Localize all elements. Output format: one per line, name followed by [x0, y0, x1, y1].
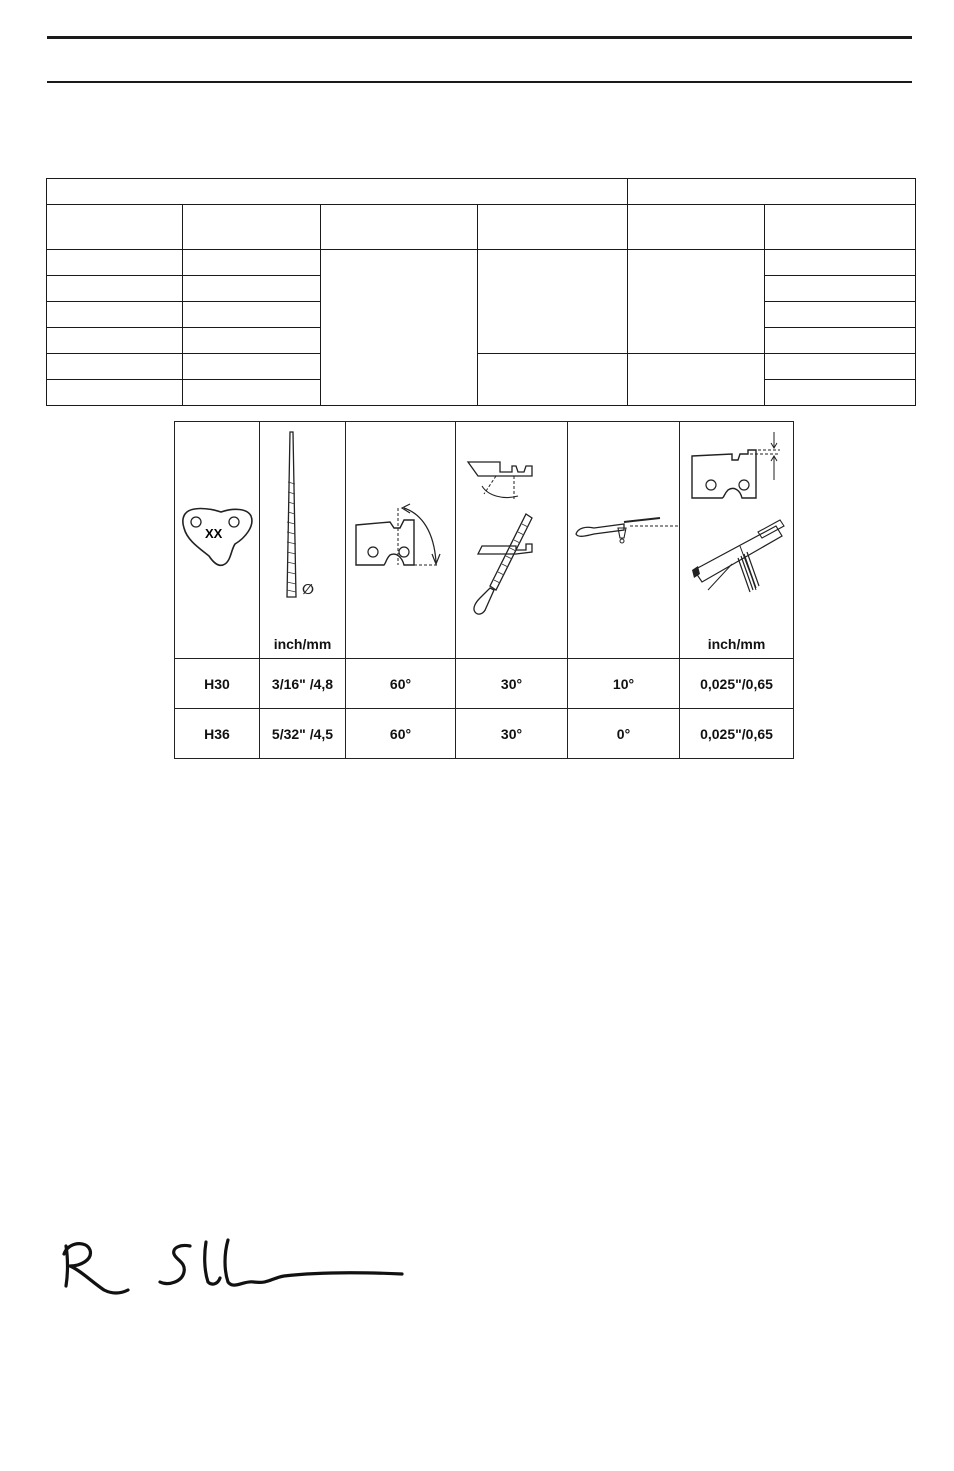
grid-column-header — [321, 205, 478, 250]
chain-sharpening-table — [174, 421, 794, 759]
grid-cell — [47, 276, 183, 302]
grid-cell — [765, 380, 916, 406]
grid-group-header-left — [47, 179, 628, 205]
depth-gauge-cell: 0,025"/0,65 — [680, 709, 794, 759]
handwritten-signature — [58, 1236, 408, 1296]
grid-cell — [183, 328, 321, 354]
table-row — [175, 709, 794, 759]
grid-cell — [765, 276, 916, 302]
depth-gauge-cell: 0,025"/0,65 — [680, 659, 794, 709]
depth-gauge-figure-cell — [680, 422, 794, 659]
grid-merged-cell — [321, 250, 478, 406]
top-plate-angle-icon — [346, 422, 456, 658]
file-diameter-cell: 3/16" /4,8 — [260, 659, 346, 709]
top-plate-angle-cell: 60° — [346, 659, 456, 709]
chain-marking-label: XX — [205, 526, 223, 541]
cutting-angle-icon — [568, 422, 680, 658]
grid-merged-cell — [478, 250, 628, 354]
cutting-angle-cell: 0° — [568, 709, 680, 759]
filing-angle-cell: 30° — [456, 659, 568, 709]
depth-gauge-icon — [680, 422, 794, 658]
round-file-icon — [260, 422, 346, 658]
grid-column-header — [765, 205, 916, 250]
top-plate-angle-cell: 60° — [346, 709, 456, 759]
header-rule-top — [47, 36, 912, 39]
grid-cell — [183, 354, 321, 380]
cutting-angle-figure-cell — [568, 422, 680, 659]
grid-column-header — [628, 205, 765, 250]
grid-merged-cell — [628, 354, 765, 406]
depth-gauge-unit: inch/mm — [707, 636, 766, 652]
grid-merged-cell — [478, 354, 628, 406]
filing-angle-icon — [456, 422, 568, 658]
grid-column-header — [47, 205, 183, 250]
top-plate-angle-figure-cell — [346, 422, 456, 659]
filing-angle-cell: 30° — [456, 709, 568, 759]
header-rule-bottom — [47, 81, 912, 83]
file-diameter-cell: 5/32" /4,5 — [260, 709, 346, 759]
drive-link-marking-icon — [175, 422, 260, 658]
grid-cell — [47, 380, 183, 406]
table-row — [175, 659, 794, 709]
filing-angle-figure-cell — [456, 422, 568, 659]
grid-cell — [183, 302, 321, 328]
grid-cell — [183, 380, 321, 406]
grid-column-header — [478, 205, 628, 250]
specification-grid-table — [46, 178, 916, 406]
grid-cell — [47, 302, 183, 328]
chain-type-cell: H30 — [175, 659, 260, 709]
diameter-symbol: ∅ — [302, 582, 314, 598]
grid-cell — [47, 250, 183, 276]
grid-merged-cell — [628, 250, 765, 354]
cutting-angle-cell: 10° — [568, 659, 680, 709]
grid-cell — [183, 250, 321, 276]
chain-marking-figure-cell — [175, 422, 260, 659]
grid-column-header — [183, 205, 321, 250]
file-figure-cell — [260, 422, 346, 659]
grid-cell — [47, 354, 183, 380]
grid-cell — [765, 250, 916, 276]
grid-cell — [47, 328, 183, 354]
grid-cell — [765, 328, 916, 354]
grid-cell — [765, 302, 916, 328]
grid-group-header-right — [628, 179, 916, 205]
grid-cell — [765, 354, 916, 380]
grid-cell — [183, 276, 321, 302]
chain-type-cell: H36 — [175, 709, 260, 759]
file-diameter-unit: inch/mm — [273, 636, 332, 652]
